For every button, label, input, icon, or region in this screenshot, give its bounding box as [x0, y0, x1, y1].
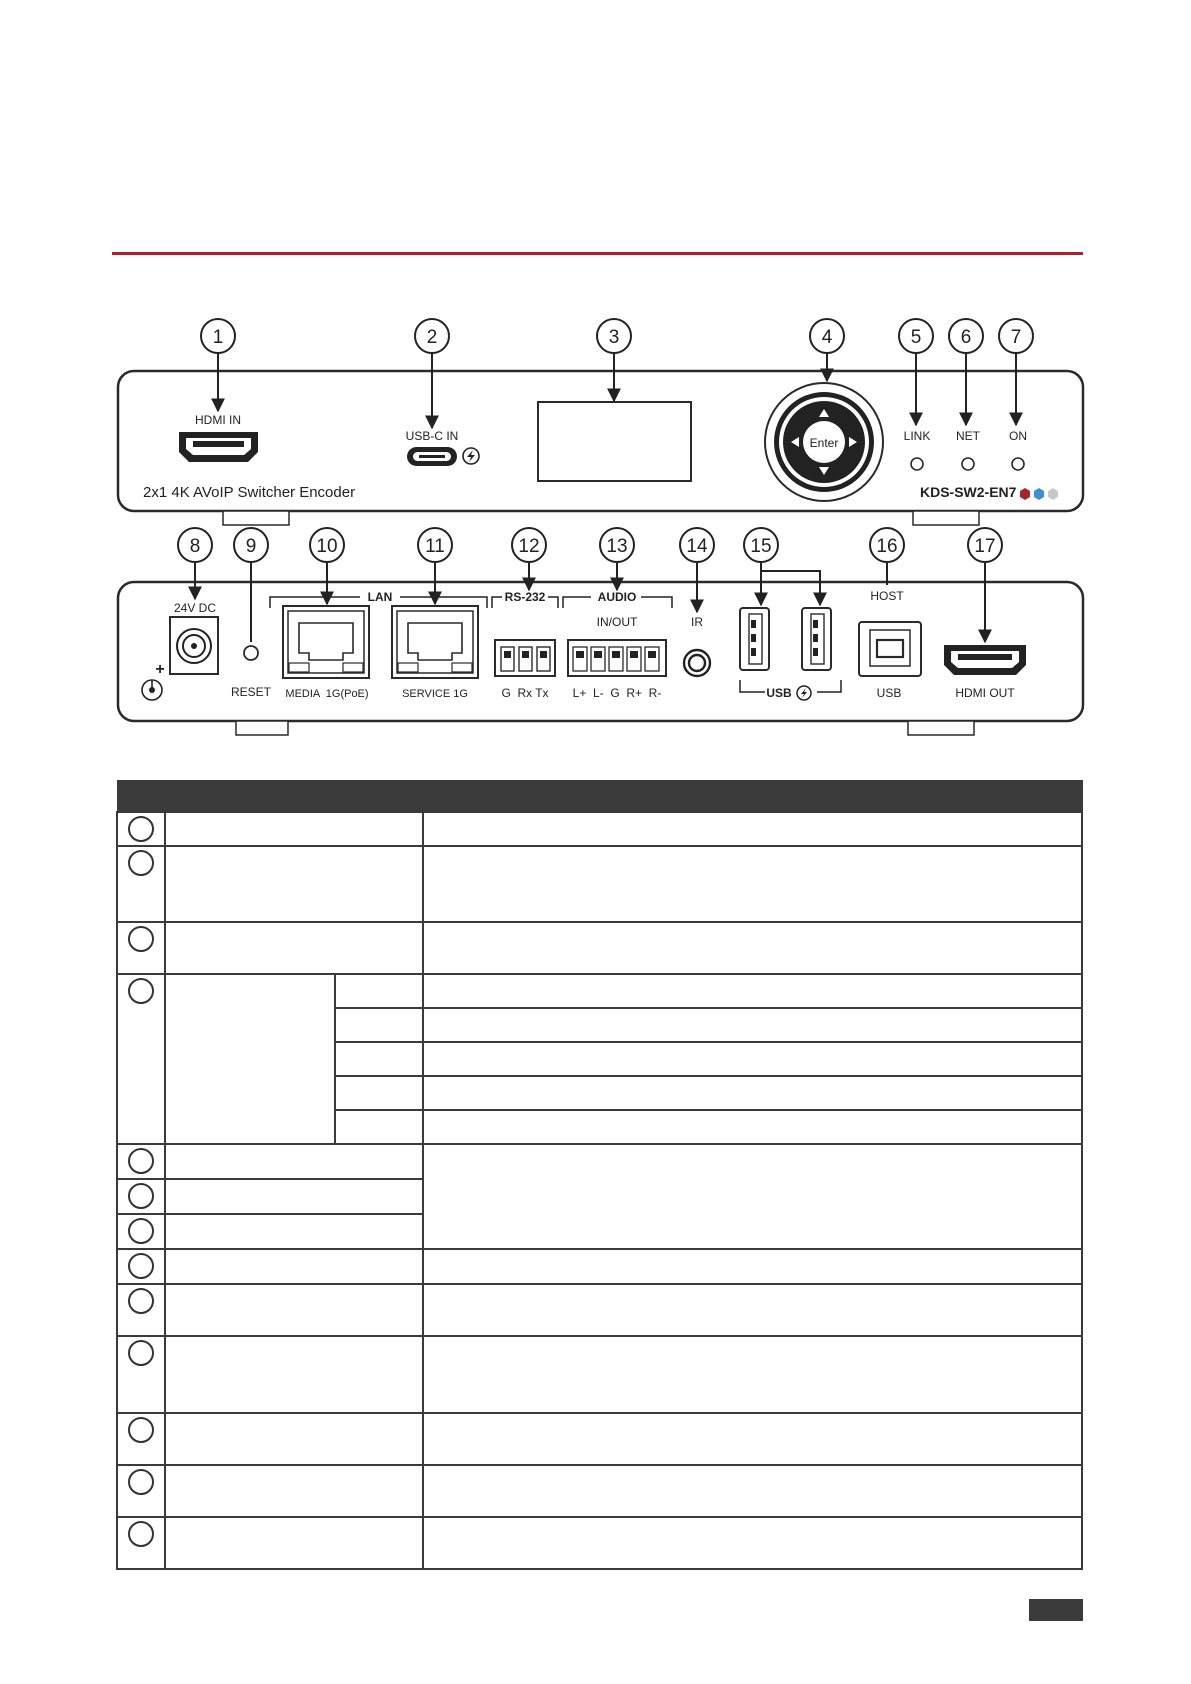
callout-7: 7: [1010, 327, 1022, 348]
lan-media-port: [283, 606, 369, 678]
media-label: MEDIA 1G(PoE): [285, 688, 369, 700]
rs232-terminal: [495, 640, 555, 676]
row-number-marker: [128, 1340, 154, 1366]
reset-button: [244, 646, 258, 660]
audio-label: AUDIO: [597, 590, 637, 604]
table-row: [117, 1517, 1082, 1569]
table-row: [117, 974, 1082, 1008]
table-row: [117, 1249, 1082, 1284]
callout-12: 12: [518, 536, 540, 557]
callout-6: 6: [960, 327, 972, 348]
callout-8: 8: [189, 536, 201, 557]
hdmi-out-port: [944, 645, 1026, 675]
on-label: ON: [1009, 429, 1027, 443]
link-label: LINK: [903, 429, 931, 443]
header-cell-feature: [165, 781, 423, 813]
reset-label: RESET: [230, 685, 272, 699]
svg-text:+: +: [155, 661, 165, 678]
row-number-marker: [128, 1469, 154, 1495]
usbc-in-label: USB-C IN: [405, 429, 459, 443]
row-number-marker: [128, 850, 154, 876]
link-led: [911, 458, 923, 470]
usbc-in-port: [407, 447, 457, 466]
row-number-marker: [128, 816, 154, 842]
on-led: [1012, 458, 1024, 470]
usb-group-label: USB: [766, 686, 792, 700]
table-row: [117, 922, 1082, 974]
row-number-marker: [128, 1183, 154, 1209]
table-row: [117, 1336, 1082, 1413]
hdmi-out-label: HDMI OUT: [955, 686, 1015, 700]
callout-13: 13: [606, 536, 628, 557]
table-header-row: [117, 781, 1082, 813]
audio-terminal: [568, 640, 666, 676]
lan-service-port: [392, 606, 478, 678]
enter-button-label: Enter: [809, 436, 839, 450]
product-name: 2x1 4K AVoIP Switcher Encoder: [143, 484, 356, 501]
callout-17: 17: [974, 536, 996, 557]
hdmi-in-label: HDMI IN: [195, 413, 241, 427]
usb-label: USB: [876, 686, 902, 700]
callout-10: 10: [316, 536, 338, 557]
lan-label: LAN: [367, 590, 393, 604]
ir-label: IR: [691, 615, 703, 629]
header-cell-number: [117, 781, 165, 813]
callout-3: 3: [608, 327, 620, 348]
audio-inout-label: IN/OUT: [596, 615, 638, 629]
callout-16: 16: [876, 536, 898, 557]
host-label: HOST: [870, 589, 904, 603]
rs232-label: RS-232: [504, 590, 546, 604]
callout-1: 1: [212, 327, 224, 348]
power-label: 24V DC: [173, 601, 217, 615]
oled-display: [538, 402, 691, 481]
table-row: [117, 846, 1082, 922]
net-led: [962, 458, 974, 470]
rear-panel: [118, 582, 1083, 735]
feature-table: [116, 780, 1083, 1570]
service-label: SERVICE 1G: [402, 688, 468, 700]
row-number-marker: [128, 926, 154, 952]
table-row: [117, 1465, 1082, 1517]
callout-15: 15: [750, 536, 772, 557]
callout-11: 11: [425, 536, 445, 557]
callout-5: 5: [910, 327, 922, 348]
row-number-marker: [128, 1253, 154, 1279]
header-cell-function: [423, 781, 1082, 813]
power-jack: [170, 617, 218, 674]
row-number-marker: [128, 1521, 154, 1547]
table-row: [117, 1284, 1082, 1336]
panel-diagram: [0, 0, 1191, 760]
row-number-marker: [128, 1148, 154, 1174]
front-panel: [118, 371, 1083, 525]
row-number-marker: [128, 1417, 154, 1443]
table-row: [117, 812, 1082, 846]
rs232-pins: G Rx Tx: [501, 686, 549, 700]
table-row: [117, 1413, 1082, 1465]
callout-2: 2: [426, 327, 438, 348]
row-number-marker: [128, 1288, 154, 1314]
model-name: KDS-SW2-EN7: [920, 484, 1017, 500]
ir-jack: [684, 650, 710, 676]
net-label: NET: [956, 429, 980, 443]
hdmi-in-port: [179, 432, 258, 462]
callout-14: 14: [686, 536, 708, 557]
table-row: [117, 1144, 1082, 1179]
callout-9: 9: [245, 536, 257, 557]
page-number-box: [1029, 1599, 1083, 1621]
row-number-marker: [128, 978, 154, 1004]
usb-b-host-port: [859, 622, 921, 676]
row-number-marker: [128, 1218, 154, 1244]
callout-4: 4: [821, 327, 833, 348]
audio-pins: L+ L- G R+ R-: [572, 686, 662, 700]
